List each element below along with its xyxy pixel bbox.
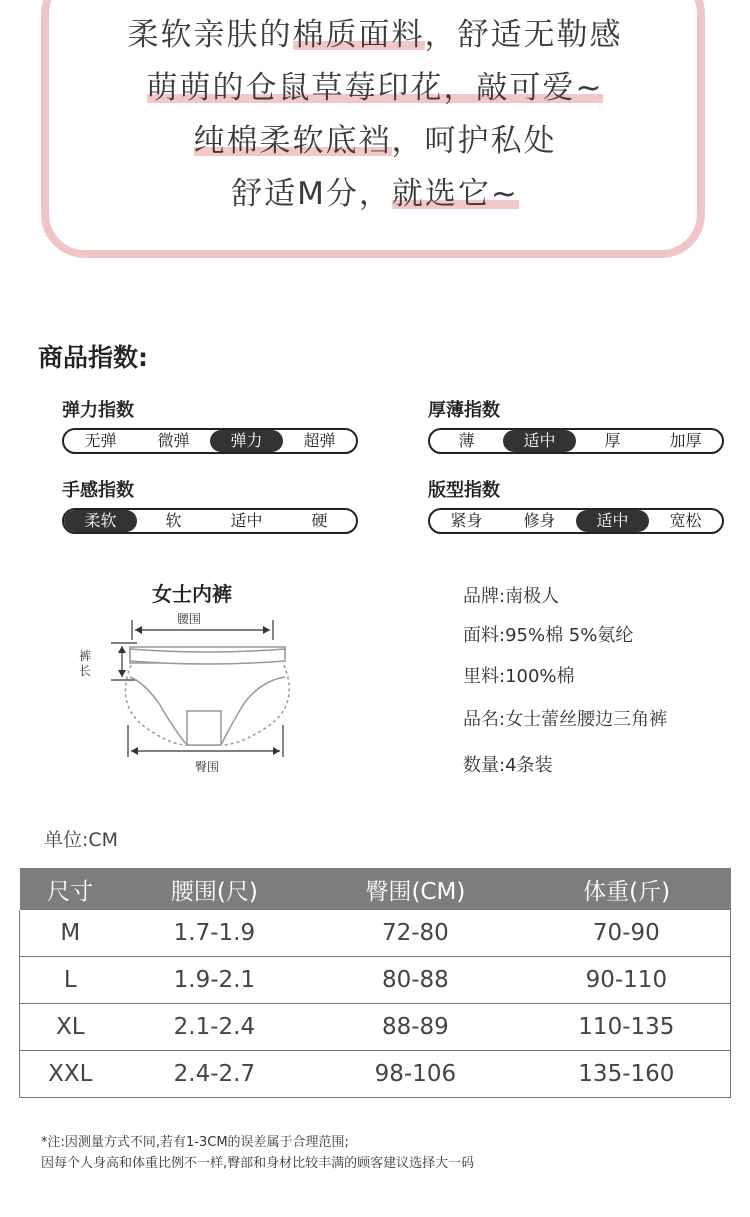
size-table bbox=[19, 868, 731, 1098]
intro-line-2: 萌萌的仓鼠草莓印花，敲可爱~ bbox=[146, 70, 604, 106]
index-option: 微弹 bbox=[157, 431, 190, 450]
table-row bbox=[20, 1051, 731, 1098]
cell-waist: 1.7-1.9 bbox=[121, 910, 308, 957]
note-line-2: 因每个人身高和体重比例不一样,臀部和身材比较丰满的顾客建议选择大一码 bbox=[41, 1156, 475, 1171]
spec-lining: 里料:100%棉 bbox=[463, 666, 575, 687]
spec-brand: 品牌:南极人 bbox=[463, 586, 560, 607]
length-label-1: 裤 bbox=[78, 649, 92, 663]
index-option: 薄 bbox=[458, 431, 475, 450]
index-option-selected: 适中 bbox=[503, 430, 576, 452]
waist-label: 腰围 bbox=[176, 612, 202, 626]
intro-line-4: 舒适M分，就选它~ bbox=[231, 176, 519, 212]
cell-waist: 2.1-2.4 bbox=[121, 1004, 308, 1051]
index-label-feel: 手感指数 bbox=[62, 480, 134, 501]
underwear-diagram bbox=[75, 605, 305, 780]
index-scale-fit bbox=[428, 508, 724, 534]
cell-weight: 110-135 bbox=[523, 1004, 731, 1051]
cell-hip: 72-80 bbox=[308, 910, 523, 957]
spec-product-name: 品名:女士蕾丝腰边三角裤 bbox=[463, 709, 668, 730]
index-option: 加厚 bbox=[669, 431, 702, 450]
index-option-selected: 弹力 bbox=[210, 430, 283, 452]
spec-fabric: 面料:95%棉 5%氨纶 bbox=[463, 625, 634, 646]
intro-line-1: 柔软亲肤的棉质面料，舒适无勒感 bbox=[127, 17, 623, 53]
cell-weight: 135-160 bbox=[523, 1051, 731, 1098]
diagram-title: 女士内裤 bbox=[152, 582, 232, 606]
index-option: 宽松 bbox=[669, 511, 702, 530]
cell-size: M bbox=[20, 910, 121, 957]
index-option: 适中 bbox=[230, 511, 263, 530]
index-label-thickness: 厚薄指数 bbox=[428, 400, 500, 421]
cell-hip: 98-106 bbox=[308, 1051, 523, 1098]
cell-weight: 70-90 bbox=[523, 910, 731, 957]
index-scale-thickness bbox=[428, 428, 724, 454]
cell-hip: 80-88 bbox=[308, 957, 523, 1004]
cell-waist: 1.9-2.1 bbox=[121, 957, 308, 1004]
index-option: 硬 bbox=[311, 511, 328, 530]
table-row bbox=[20, 910, 731, 957]
cell-size: L bbox=[20, 957, 121, 1004]
intro-line-3: 纯棉柔软底裆，呵护私处 bbox=[193, 123, 557, 159]
hip-label: 臀围 bbox=[194, 760, 220, 774]
index-option: 软 bbox=[165, 511, 182, 530]
index-option: 无弹 bbox=[84, 431, 117, 450]
index-title: 商品指数: bbox=[38, 343, 148, 372]
index-option: 超弹 bbox=[303, 431, 336, 450]
spec-quantity: 数量:4条装 bbox=[463, 755, 553, 776]
table-row bbox=[20, 957, 731, 1004]
index-option: 修身 bbox=[523, 511, 556, 530]
cell-weight: 90-110 bbox=[523, 957, 731, 1004]
unit-label: 单位:CM bbox=[44, 829, 119, 851]
index-scale-elasticity bbox=[62, 428, 358, 454]
table-row bbox=[20, 1004, 731, 1051]
index-label-fit: 版型指数 bbox=[428, 480, 500, 501]
index-label-elasticity: 弹力指数 bbox=[62, 400, 134, 421]
cell-waist: 2.4-2.7 bbox=[121, 1051, 308, 1098]
index-option-selected: 柔软 bbox=[64, 510, 137, 532]
length-label-2: 长 bbox=[78, 664, 92, 678]
index-option-selected: 适中 bbox=[576, 510, 649, 532]
header-waist: 腰围(尺) bbox=[121, 868, 308, 910]
header-weight: 体重(斤) bbox=[523, 868, 731, 910]
index-scale-feel bbox=[62, 508, 358, 534]
index-option: 紧身 bbox=[450, 511, 483, 530]
header-size: 尺寸 bbox=[20, 868, 121, 910]
size-table-header bbox=[20, 868, 731, 910]
cell-size: XXL bbox=[20, 1051, 121, 1098]
cell-size: XL bbox=[20, 1004, 121, 1051]
note-line-1: *注:因测量方式不同,若有1-3CM的误差属于合理范围; bbox=[41, 1135, 349, 1150]
index-option: 厚 bbox=[604, 431, 621, 450]
header-hip: 臀围(CM) bbox=[308, 868, 523, 910]
cell-hip: 88-89 bbox=[308, 1004, 523, 1051]
